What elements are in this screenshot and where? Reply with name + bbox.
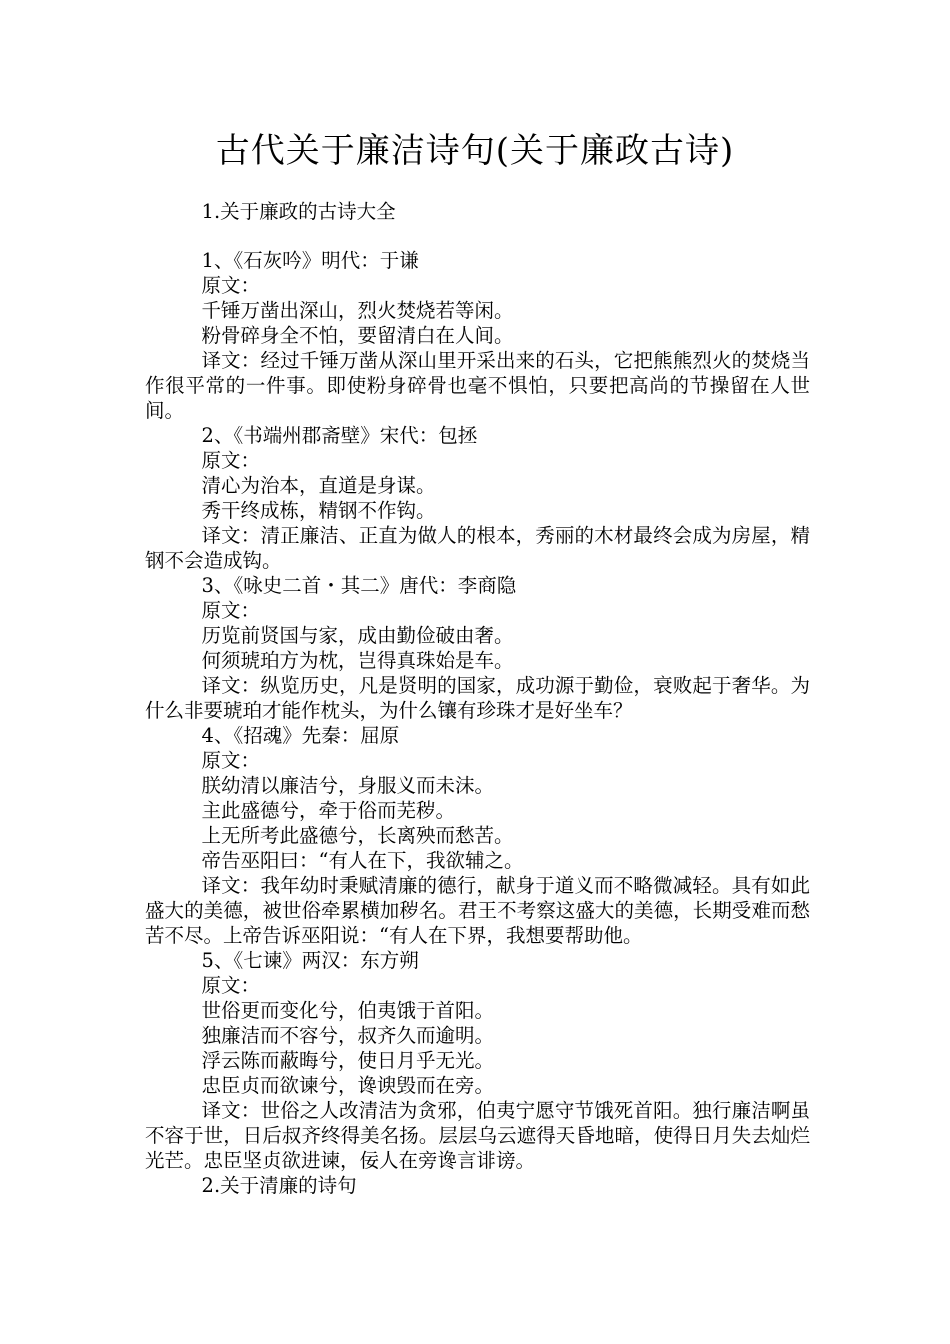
paragraph: 何须琥珀方为枕，岂得真珠始是车。 [201,649,514,672]
paragraph: 朕幼清以廉洁兮，身服义而未沫。 [201,774,495,797]
blank-line [145,224,810,248]
paragraph: 1.关于廉政的古诗大全 [201,200,396,223]
paragraph: 4、《招魂》先秦：屈原 [201,724,400,747]
paragraph: 原文： [201,599,261,622]
paragraph: 千锤万凿出深山，烈火焚烧若等闲。 [201,299,514,322]
paragraph: 原文： [201,449,261,472]
paragraph: 上无所考此盛德兮，长离殃而愁苦。 [201,824,514,847]
paragraph: 译文：世俗之人改清洁为贪邪，伯夷宁愿守节饿死首阳。独行廉洁啊虽不容于世，日后叔齐终得美名扬。层层乌云遮得天昏地暗，使得日月失去灿烂光芒。忠臣坚贞欲进谏，佞人在旁谗言诽谤。 [145,1099,810,1172]
paragraph: 独廉洁而不容兮，叔齐久而逾明。 [201,1024,495,1047]
paragraph: 浮云陈而蔽晦兮，使日月乎无光。 [201,1049,495,1072]
paragraph: 2、《书端州郡斋壁》宋代：包拯 [201,424,478,447]
paragraph: 译文：纵览历史，凡是贤明的国家，成功源于勤俭，衰败起于奢华。为什么非要琥珀才能作枕头，为什么镶有珍珠才是好坐车？ [145,674,810,722]
document-body [145,199,810,1198]
paragraph: 秀干终成栋，精钢不作钩。 [201,499,436,522]
paragraph: 历览前贤国与家，成由勤俭破由奢。 [201,624,514,647]
paragraph: 译文：清正廉洁、正直为做人的根本，秀丽的木材最终会成为房屋，精钢不会造成钩。 [145,524,810,572]
paragraph: 清心为治本，直道是身谋。 [201,474,436,497]
paragraph: 5、《七谏》两汉：东方朔 [201,949,419,972]
paragraph: 帝告巫阳曰：“有人在下，我欲辅之。 [201,849,524,872]
paragraph: 原文： [201,974,261,997]
paragraph: 原文： [201,749,261,772]
paragraph: 世俗更而变化兮，伯夷饿于首阳。 [201,999,495,1022]
paragraph: 粉骨碎身全不怕，要留清白在人间。 [201,324,514,347]
paragraph: 1、《石灰吟》明代：于谦 [201,249,419,272]
paragraph: 译文：我年幼时秉赋清廉的德行，献身于道义而不略微减轻。具有如此盛大的美德，被世俗牵累横加秽名。君王不考察这盛大的美德，长期受难而愁苦不尽。上帝告诉巫阳说：“有人在下界，我想要帮助他。 [145,874,810,947]
paragraph: 忠臣贞而欲谏兮，谗谀毁而在旁。 [201,1074,495,1097]
paragraph: 2.关于清廉的诗句 [201,1174,357,1197]
paragraph: 原文： [201,274,261,297]
paragraph: 译文：经过千锤万凿从深山里开采出来的石头，它把熊熊烈火的焚烧当作很平常的一件事。即使粉身碎骨也毫不惧怕，只要把高尚的节操留在人世间。 [145,349,810,422]
document-title: 古代关于廉洁诗句(关于廉政古诗) [215,131,735,171]
paragraph: 3、《咏史二首・其二》唐代：李商隐 [201,574,517,597]
paragraph: 主此盛德兮，牵于俗而芜秽。 [201,799,456,822]
